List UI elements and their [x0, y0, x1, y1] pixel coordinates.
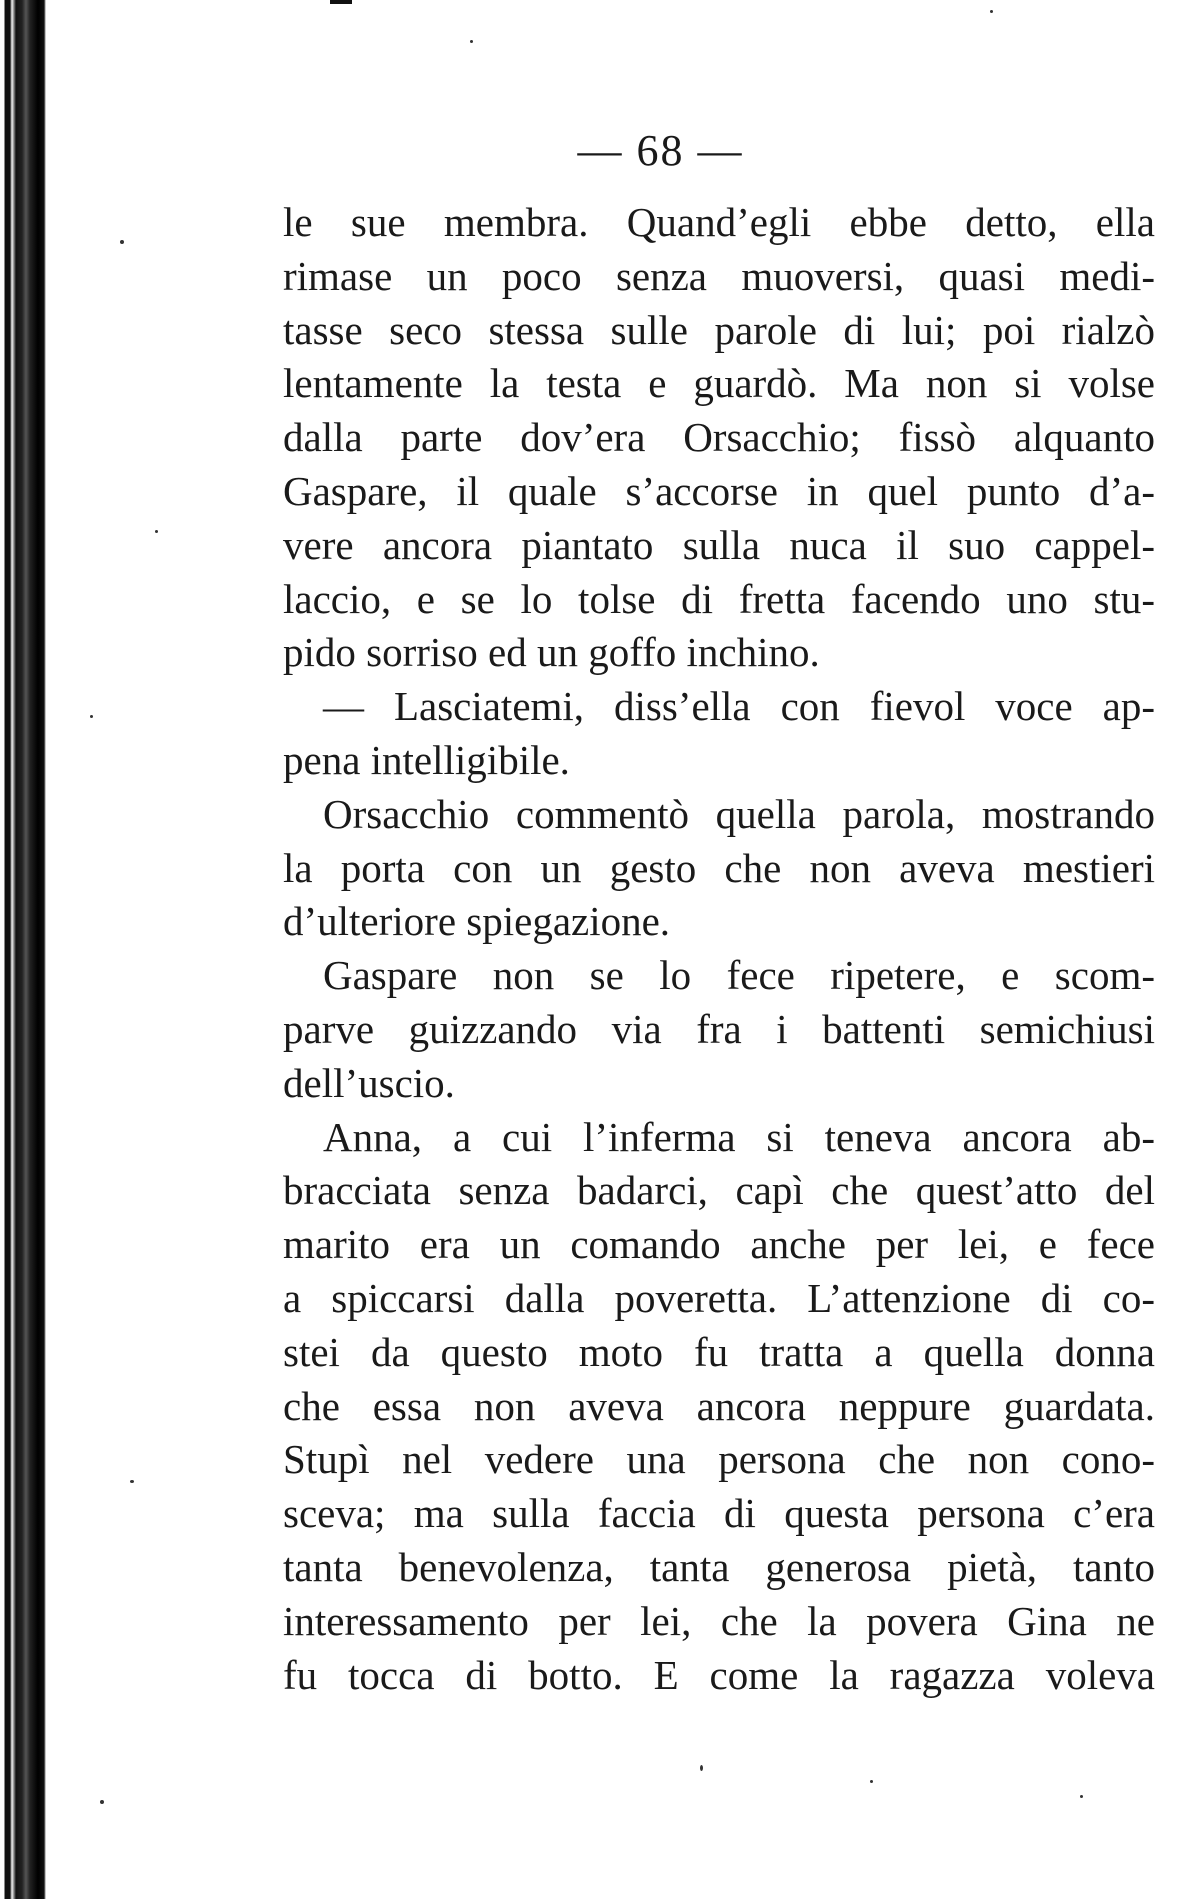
scan-speck	[130, 1480, 134, 1483]
scan-speck	[155, 530, 158, 533]
text-line: le sue membra. Quand’egli ebbe detto, ella	[283, 199, 1155, 245]
scan-speck	[700, 1765, 703, 1771]
text-line: Gaspare non se lo fece ripetere, e scom-	[323, 952, 1155, 999]
scan-speck	[1080, 1795, 1083, 1798]
text-line: interessamento per lei, che la povera Gina ne	[283, 1597, 1155, 1644]
text-line: la porta con un gesto che non aveva mestieri	[283, 844, 1155, 891]
text-line: laccio, e se lo tolse di fretta facendo uno stu-	[283, 575, 1155, 622]
text-line: sceva; ma sulla faccia di questa persona c’era	[283, 1490, 1155, 1537]
text-line: fu tocca di botto. E come la ragazza voleva	[283, 1651, 1155, 1698]
text-line: Orsacchio commentò quella parola, mostrando	[323, 790, 1155, 837]
scan-speck	[870, 1780, 873, 1783]
text-line: — Lasciatemi, diss’ella con fievol voce ap-	[323, 683, 1155, 730]
text-line: bracciata senza badarci, capì che quest’atto del	[283, 1167, 1155, 1214]
page-text	[283, 196, 1155, 1702]
text-line: d’ulteriore spiegazione.	[283, 898, 671, 945]
text-line: Anna, a cui l’inferma si teneva ancora ab-	[323, 1113, 1155, 1160]
text-line: pena intelligibile.	[283, 736, 570, 783]
text-line: dell’uscio.	[283, 1059, 455, 1106]
book-spine-shadow	[0, 0, 46, 1899]
text-line: tasse seco stessa sulle parole di lui; poi rialzò	[283, 306, 1155, 353]
scan-speck	[100, 1800, 104, 1804]
scan-speck	[990, 10, 993, 13]
text-line: stei da questo moto fu tratta a quella donna	[283, 1328, 1155, 1375]
text-line: lentamente la testa e guardò. Ma non si volse	[283, 360, 1155, 407]
page-number: — 68 —	[577, 126, 744, 175]
scan-speck	[120, 240, 124, 244]
text-line: Stupì nel vedere una persona che non cono-	[283, 1436, 1155, 1483]
text-line: marito era un comando anche per lei, e fece	[283, 1221, 1155, 1268]
text-line: che essa non aveva ancora neppure guardata.	[283, 1382, 1155, 1429]
scan-mark	[330, 0, 352, 4]
text-line: rimase un poco senza muoversi, quasi medi-	[283, 252, 1155, 299]
text-line: vere ancora piantato sulla nuca il suo cappel-	[283, 521, 1155, 568]
text-line: parve guizzando via fra i battenti semichiusi	[283, 1005, 1155, 1052]
text-line: tanta benevolenza, tanta generosa pietà, tanto	[283, 1543, 1155, 1590]
scan-speck	[470, 40, 473, 43]
text-line: pido sorriso ed un goffo inchino.	[283, 629, 820, 676]
text-line: Gaspare, il quale s’accorse in quel punto d’a-	[283, 467, 1155, 514]
text-line: dalla parte dov’era Orsacchio; fissò alquanto	[283, 414, 1155, 461]
scan-speck	[90, 715, 93, 718]
text-line: a spiccarsi dalla poveretta. L’attenzione di co-	[283, 1274, 1155, 1321]
